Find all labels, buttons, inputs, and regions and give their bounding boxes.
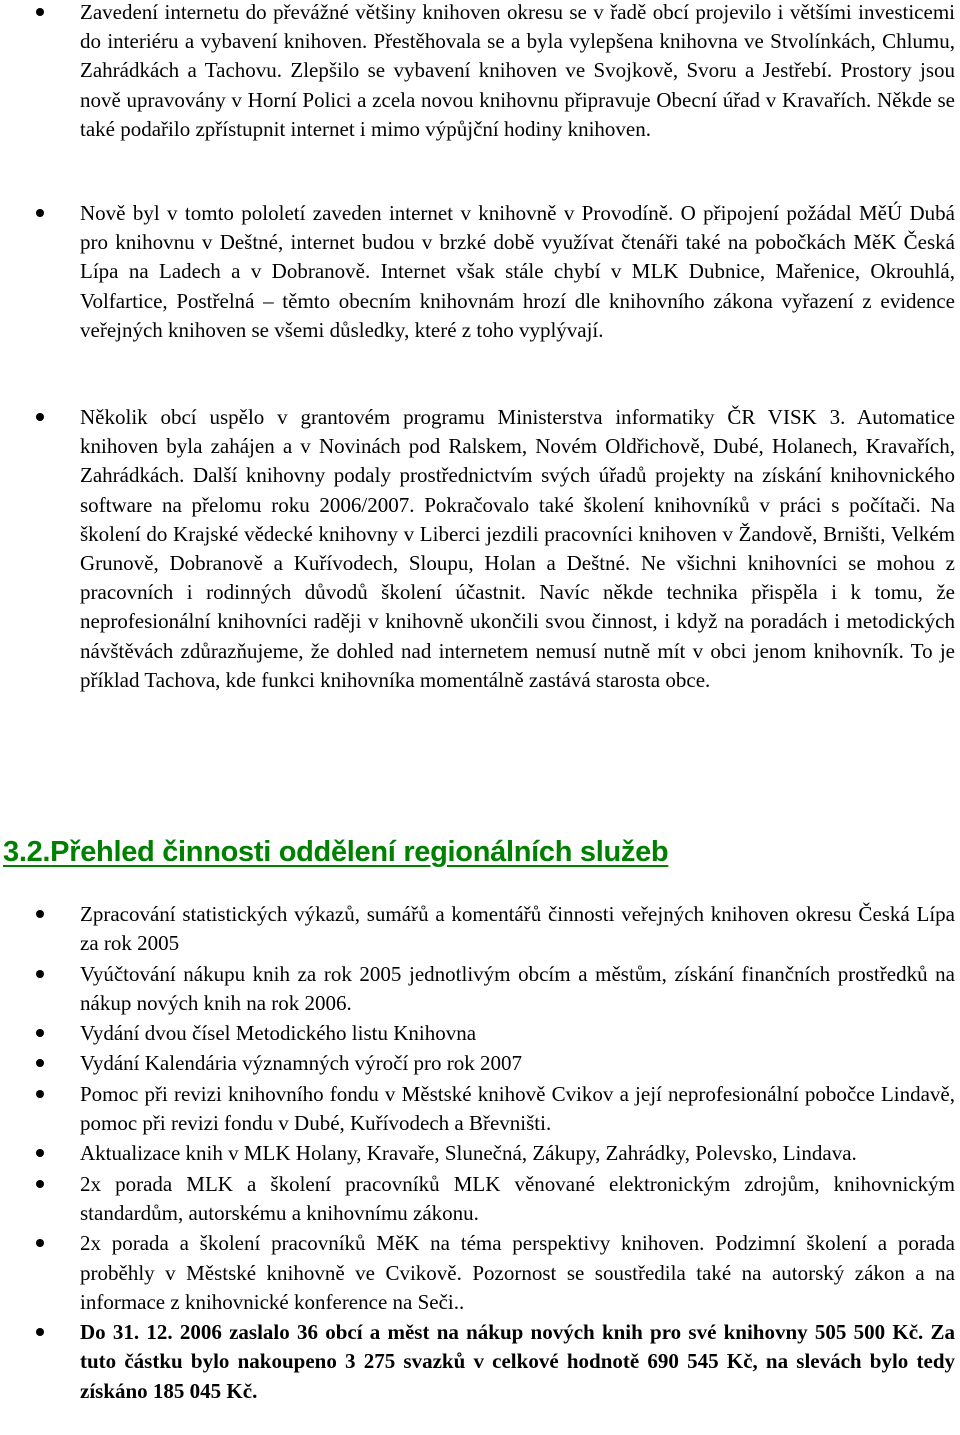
bullet-icon — [36, 910, 44, 918]
list-item — [0, 1229, 955, 1317]
bullet-icon — [36, 1090, 44, 1098]
list-item-text: Vyúčtování nákupu knih za rok 2005 jednotlivým obcím a městům, získání finančních prostředků na nákup nových knih na rok 2006. — [80, 961, 955, 1015]
list-item — [0, 199, 955, 345]
list-item — [0, 1170, 955, 1229]
list-item-text: 2x porada a školení pracovníků MěK na téma perspektivy knihoven. Podzimní školení a porada proběhly v Městské knihovně ve Cvikově. Pozornost se soustředila také na autorský zákon a na informace z knihovnické konference na Seči.. — [80, 1231, 955, 1314]
list-item-text: Vydání Kalendária významných výročí pro rok 2007 — [80, 1051, 523, 1076]
list-item — [0, 0, 955, 144]
list-item-text: Nově byl v tomto pololetí zaveden internet v knihovně v Provodíně. O připojení požádal MěÚ Dubá pro knihovnu v Deštné, internet budou v brzké době využívat čtenáři také na pobočkách MěK Česká Lípa na Ladech a v Dobranově. Internet však stále chybí v MLK Dubnice, Mařenice, Okrouhlá, Volfartice, Postřelná – těmto obecním knihovnám hrozí dle knihovního zákona vyřazení z evidence veřejných knihoven se všemi důsledky, které z toho vyplývají. — [80, 201, 955, 342]
list-item-text: Zpracování statistických výkazů, sumářů a komentářů činnosti veřejných knihoven okresu Česká Lípa za rok 2005 — [80, 902, 955, 956]
list-item — [0, 1139, 955, 1168]
section-heading — [3, 836, 668, 869]
list-item-text: 2x porada MLK a školení pracovníků MLK věnované elektronickým zdrojům, knihovnickým standardům, autorskému a knihovnímu zákonu. — [80, 1171, 955, 1225]
list-item — [0, 1080, 955, 1139]
list-item-text: Do 31. 12. 2006 zaslalo 36 obcí a měst na nákup nových knih pro své knihovny 505 500 Kč. Za tuto částku bylo nakoupeno 3 275 svazků v celkové hodnotě 690 545 Kč, na slevách bylo tedy získáno 185 045 Kč. — [80, 1320, 955, 1403]
bullet-icon — [36, 1328, 44, 1336]
list-item-summary — [0, 1318, 955, 1406]
bullet-icon — [36, 8, 44, 16]
list-item — [0, 403, 955, 695]
section-number: 3.2. — [3, 836, 51, 868]
bullet-icon — [36, 970, 44, 978]
bullet-icon — [36, 1239, 44, 1247]
bullet-icon — [36, 209, 44, 217]
list-item — [0, 1019, 955, 1048]
bullet-icon — [36, 1029, 44, 1037]
bullet-icon — [36, 1149, 44, 1157]
section-title: Přehled činnosti oddělení regionálních služeb — [50, 836, 669, 868]
list-item-text: Několik obcí uspělo v grantovém programu Ministerstva informatiky ČR VISK 3. Automatice knihoven byla zahájen a v Novinách pod Ralskem, Novém Oldřichově, Dubé, Holanech, Kravařích, Zahrádkách. Další knihovny podaly prostřednictvím svých úřadů projekty na získání knihovnického software na přelomu roku 2006/2007. Pokračovalo také školení knihovníků v práci s počítači. Na školení do Krajské vědecké knihovny v Liberci jezdili pracovníci knihoven v Žandově, Brništi, Velkém Grunově, Dobranově a Kuřívodech, Sloupu, Holan a Deštné. Ne všichni knihovníci se mohou z pracovních i rodinných důvodů školení účastnit. Navíc někde technika přispěla i k tomu, že neprofesionální knihovníci raději v knihovně ukončili svou činnost, i když na poradách i metodických návštěvách zdůrazňujeme, že dohled nad internetem nemusí nutně mít v obci jenom knihovník. To je příklad Tachova, kde funkci knihovníka momentálně zastává starosta obce. — [80, 405, 955, 692]
bullet-icon — [36, 1180, 44, 1188]
list-item-text: Vydání dvou čísel Metodického listu Knihovna — [80, 1021, 477, 1046]
regional-services-list — [0, 900, 960, 1407]
list-item — [0, 960, 955, 1019]
list-item — [0, 900, 955, 959]
list-item-text: Zavedení internetu do převážné většiny knihoven okresu se v řadě obcí projevilo i většími investicemi do interiéru a vybavení knihoven. Přestěhovala se a byla vylepšena knihovna ve Stvolínkách, Chlumu, Zahrádkách a Tachovu. Zlepšilo se vybavení knihoven ve Svojkově, Svoru a Jestřebí. Prostory jsou nově upravovány v Horní Polici a zcela novou knihovnu připravuje Obecní úřad v Kravařích. Někde se také podařilo zpřístupnit internet i mimo výpůjční hodiny knihoven. — [80, 0, 955, 141]
list-item-text: Pomoc při revizi knihovního fondu v Městské knihově Cvikov a její neprofesionální pobočce Lindavě, pomoc při revizi fondu v Dubé, Kuřívodech a Břevništi. — [80, 1081, 955, 1136]
bullet-icon — [36, 413, 44, 421]
bullet-icon — [36, 1059, 44, 1067]
list-item-text: Aktualizace knih v MLK Holany, Kravaře, Slunečná, Zákupy, Zahrádky, Polevsko, Lindava. — [80, 1141, 857, 1166]
list-item — [0, 1049, 955, 1078]
